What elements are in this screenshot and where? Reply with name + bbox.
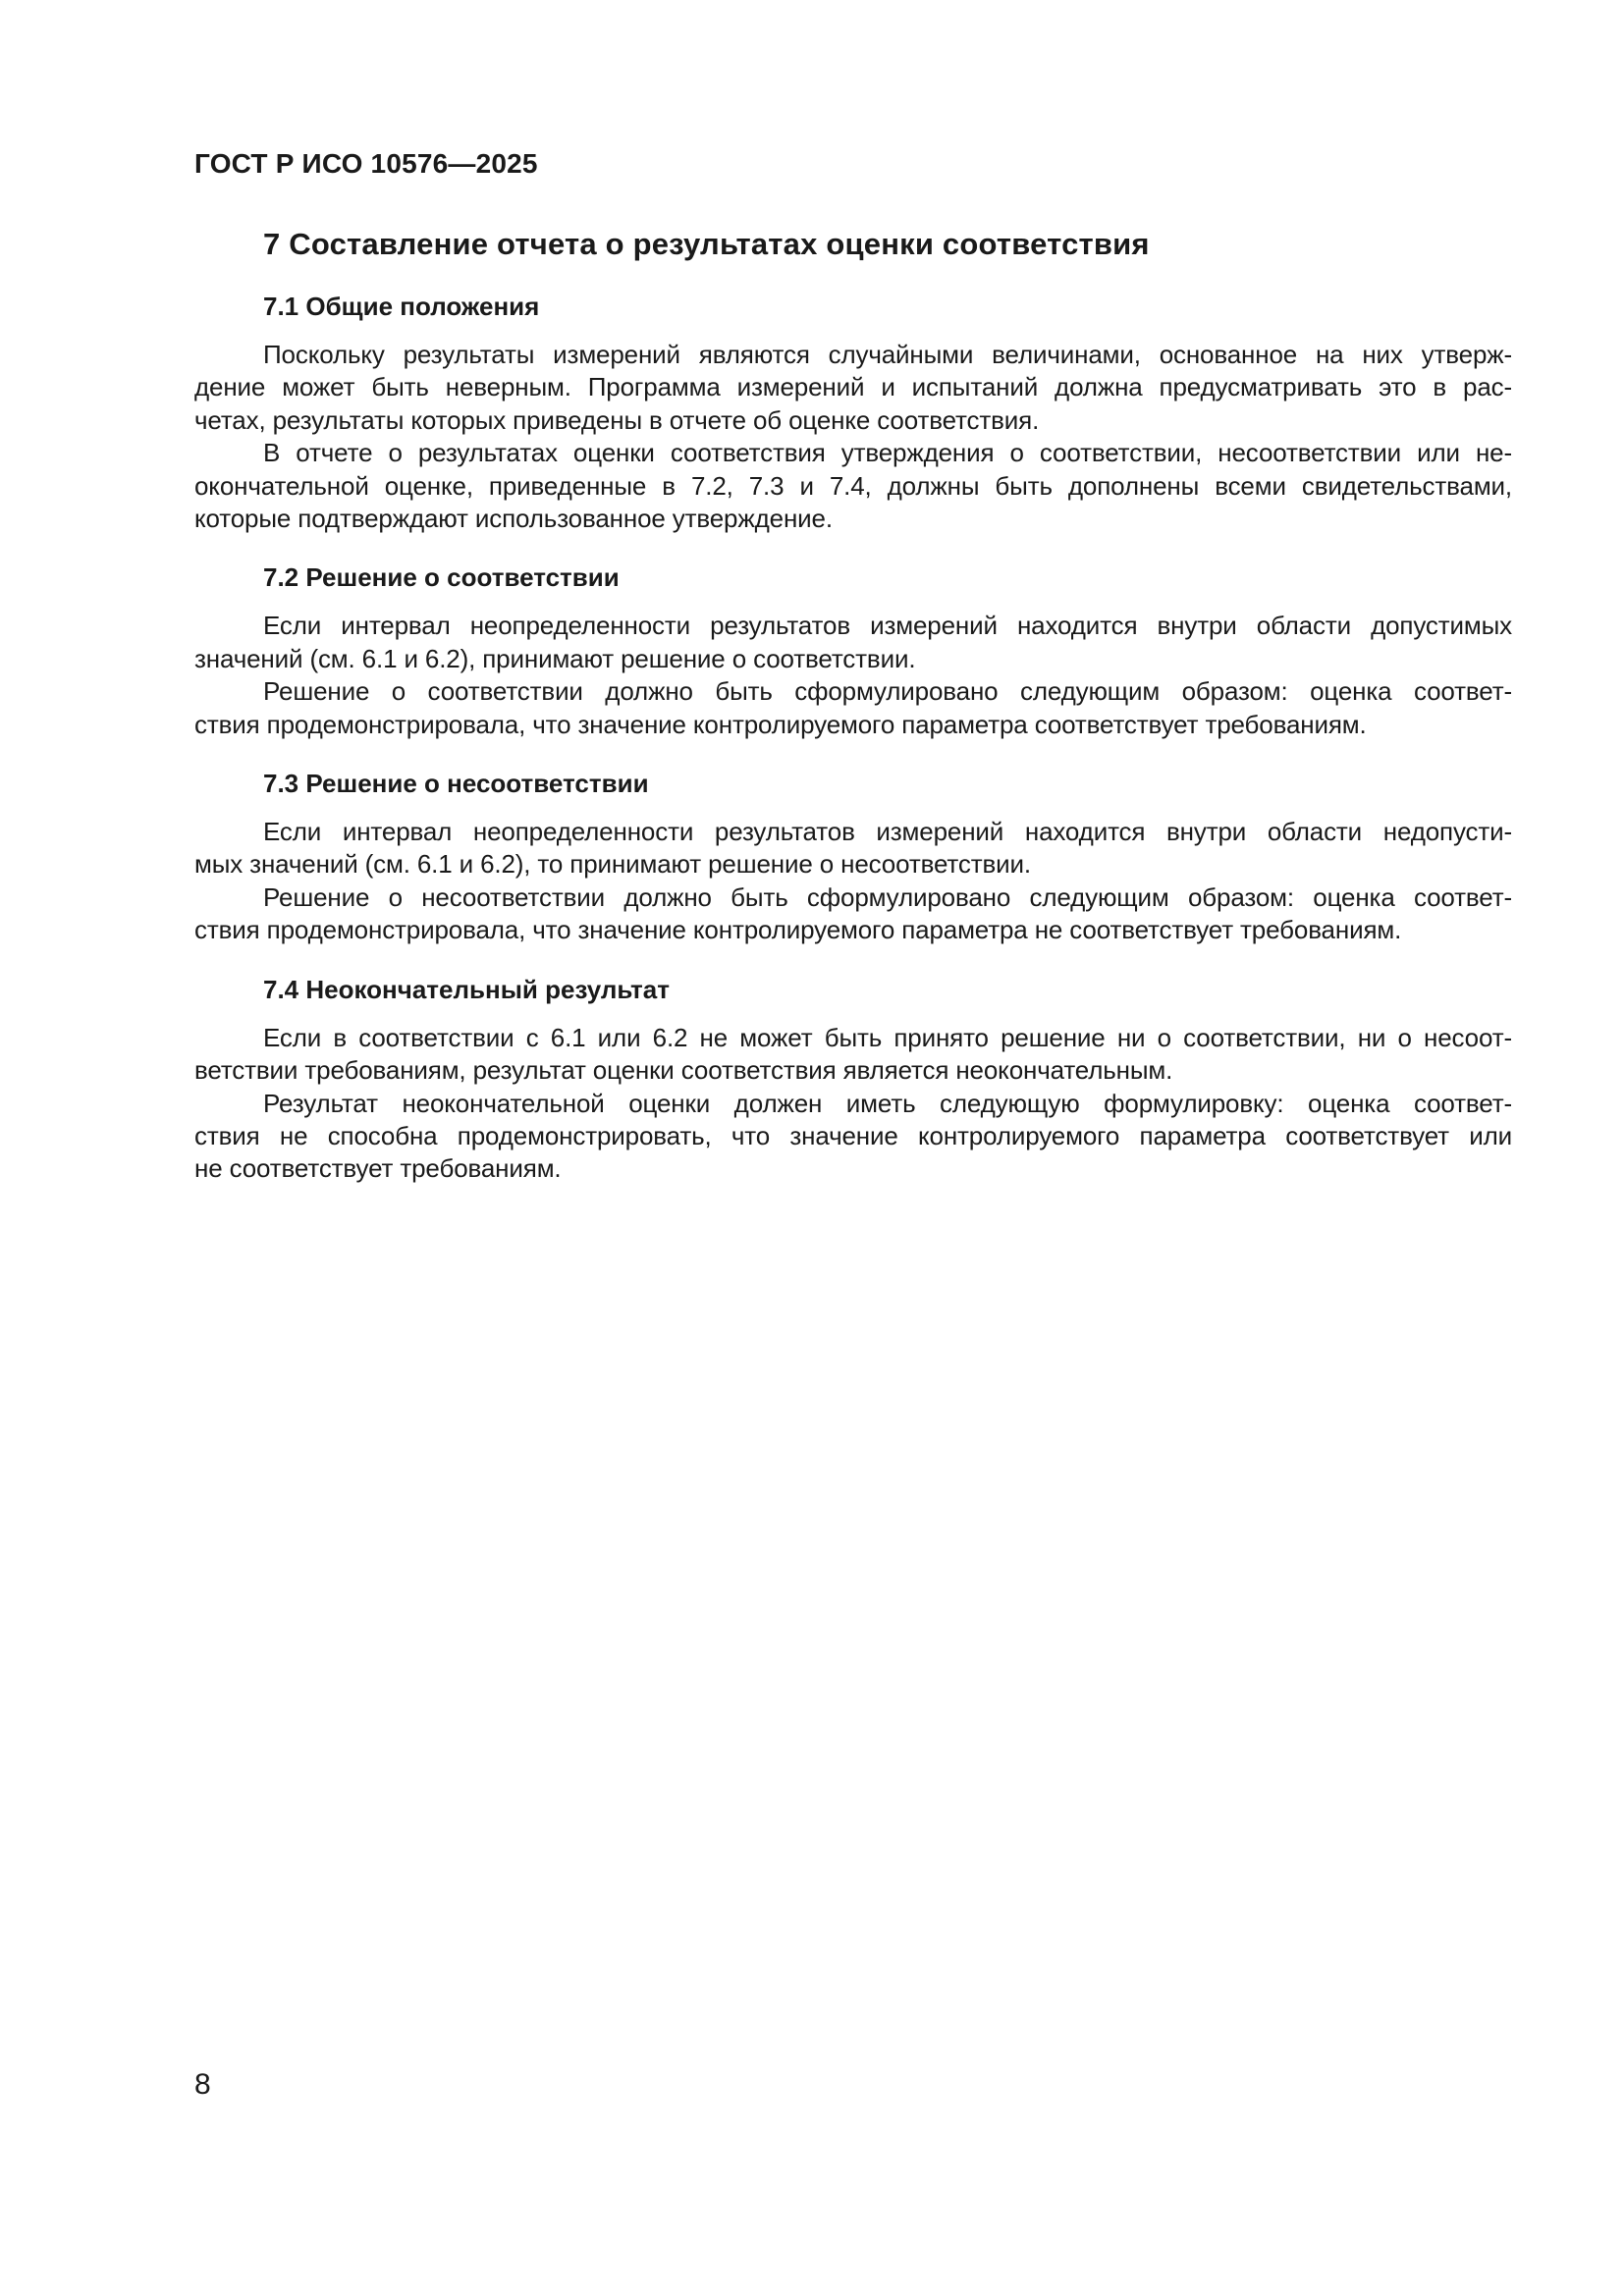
paragraph-line: ствия продемонстрировала, что значение контролируемого параметра соответствует требованиям.	[194, 709, 1367, 739]
paragraph-line: Результат неокончательной оценки должен иметь следующую формулировку: оценка соответ-	[263, 1088, 1512, 1118]
paragraph	[194, 816, 1512, 881]
paragraph-line: Поскольку результаты измерений являются случайными величинами, основанное на них утверж-	[263, 340, 1512, 369]
subsection-heading: 7.2 Решение о соответствии	[263, 562, 620, 593]
paragraph-line: четах, результаты которых приведены в отчете об оценке соответствия.	[194, 404, 1040, 435]
paragraph-line: Если интервал неопределенности результатов измерений находится внутри области допустимых	[263, 611, 1512, 641]
paragraph-line: не соответствует требованиям.	[194, 1153, 562, 1184]
page-content	[194, 147, 1512, 1186]
paragraph-line: мых значений (см. 6.1 и 6.2), то принимают решение о несоответствии.	[194, 849, 1031, 880]
paragraph	[194, 675, 1512, 741]
paragraph	[194, 339, 1512, 437]
page-number: 8	[194, 2068, 211, 2101]
section-heading: 7 Составление отчета о результатах оценки соответствия	[263, 227, 1150, 261]
paragraph-line: Если в соответствии с 6.1 или 6.2 не может быть принято решение ни о соответствии, ни о несоот-	[263, 1022, 1512, 1052]
paragraph-line: ветствии требованиям, результат оценки соответствия является неокончательным.	[194, 1055, 1173, 1086]
paragraph	[194, 881, 1512, 947]
paragraph-line: значений (см. 6.1 и 6.2), принимают решение о соответствии.	[194, 643, 916, 673]
subsection-heading: 7.1 Общие положения	[263, 292, 540, 321]
paragraph	[194, 437, 1512, 535]
paragraph-line: Решение о соответствии должно быть сформулировано следующим образом: оценка соответ-	[263, 676, 1512, 707]
paragraph	[194, 1022, 1512, 1088]
paragraph-line: окончательной оценке, приведенные в 7.2, 7.3 и 7.4, должны быть дополнены всеми свидетельствами,	[194, 470, 1512, 501]
paragraph-line: Если интервал неопределенности результатов измерений находится внутри области недопусти-	[263, 817, 1512, 847]
paragraph-line: которые подтверждают использованное утверждение.	[194, 504, 833, 534]
paragraph-line: ствия продемонстрировала, что значение контролируемого параметра не соответствует требованиям.	[194, 915, 1402, 945]
document-body	[194, 225, 1512, 1186]
paragraph-line: ствия не способна продемонстрировать, что значение контролируемого параметра соответствует или	[194, 1120, 1512, 1150]
paragraph-line: Решение о несоответствии должно быть сформулировано следующим образом: оценка соответ-	[263, 881, 1512, 912]
standard-designation-header: ГОСТ Р ИСО 10576—2025	[194, 148, 538, 179]
paragraph	[194, 610, 1512, 675]
paragraph-line: дение может быть неверным. Программа измерений и испытаний должна предусматривать это в рас-	[194, 372, 1512, 402]
paragraph-line: В отчете о результатах оценки соответствия утверждения о соответствии, несоответствии или не-	[263, 438, 1512, 468]
subsection-heading: 7.3 Решение о несоответствии	[263, 769, 649, 799]
paragraph	[194, 1088, 1512, 1186]
subsection-heading: 7.4 Неокончательный результат	[263, 974, 670, 1004]
